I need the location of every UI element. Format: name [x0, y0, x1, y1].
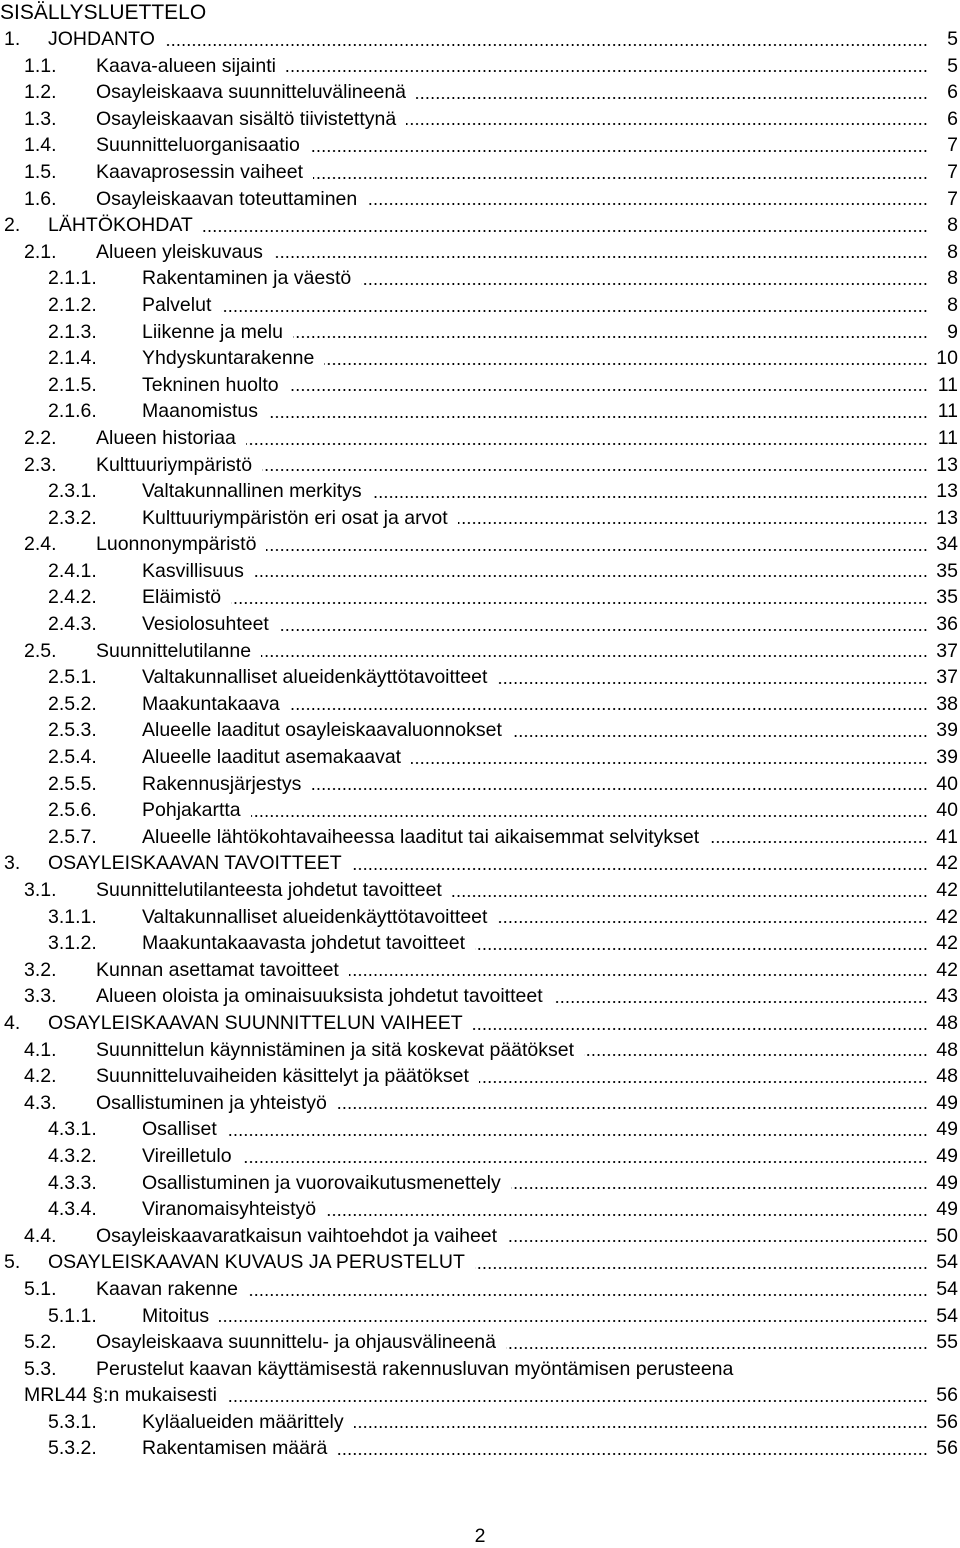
- toc-entry[interactable]: [0, 797, 958, 824]
- toc-entry-title: Eläimistö: [142, 586, 222, 609]
- toc-entry[interactable]: [0, 930, 958, 957]
- toc-entry-title: LÄHTÖKOHDAT: [48, 214, 193, 237]
- toc-entry-page: 8: [947, 240, 958, 263]
- toc-entry[interactable]: [0, 1010, 958, 1037]
- toc-entry[interactable]: [0, 904, 958, 931]
- dot-leader: [354, 1426, 928, 1428]
- toc-entry-page: 39: [936, 746, 958, 769]
- toc-entry-number: 2.3.2.: [48, 506, 97, 529]
- toc-entry-number: 2.5.6.: [48, 799, 97, 822]
- toc-entry[interactable]: [0, 186, 958, 213]
- dot-leader: [248, 1294, 928, 1296]
- toc-entry[interactable]: [0, 1276, 958, 1303]
- toc-entry-number: 5.1.: [24, 1277, 57, 1300]
- dot-leader: [279, 629, 928, 631]
- dot-leader: [337, 1453, 928, 1455]
- toc-entry-number: 2.4.2.: [48, 586, 97, 609]
- toc-entry-page: 48: [936, 1065, 958, 1088]
- toc-entry[interactable]: [0, 983, 958, 1010]
- toc-entry[interactable]: [0, 452, 958, 479]
- toc-entry[interactable]: [0, 771, 958, 798]
- toc-entry[interactable]: [0, 26, 958, 53]
- toc-entry-page: 7: [947, 134, 958, 157]
- dot-leader: [262, 469, 928, 471]
- toc-entry-page: 56: [936, 1410, 958, 1433]
- toc-entry[interactable]: [0, 957, 958, 984]
- toc-entry-title: Valtakunnallinen merkitys: [142, 480, 362, 503]
- dot-leader: [337, 1107, 928, 1109]
- toc-heading: SISÄLLYSLUETTELO: [0, 1, 207, 24]
- toc-entry[interactable]: [0, 611, 958, 638]
- toc-entry-title: Osalliset: [142, 1118, 217, 1141]
- dot-leader: [458, 522, 928, 524]
- dot-leader: [268, 416, 928, 418]
- toc-entry[interactable]: [0, 79, 958, 106]
- toc-entry[interactable]: [0, 824, 958, 851]
- toc-entry-page: 48: [936, 1011, 958, 1034]
- toc-entry-title: Osayleiskaava suunnittelu- ja ohjausvälineenä: [96, 1331, 496, 1354]
- toc-entry-number: 5.3.: [24, 1357, 57, 1380]
- toc-entry[interactable]: [0, 1356, 958, 1409]
- toc-entry-number: 2.5.3.: [48, 719, 97, 742]
- toc-entry-title: Kunnan asettamat tavoitteet: [96, 958, 339, 981]
- dot-leader: [310, 150, 928, 152]
- toc-entry-number: 4.1.: [24, 1038, 57, 1061]
- dot-leader: [416, 97, 928, 99]
- dot-leader: [165, 44, 928, 46]
- toc-entry-number: 4.2.: [24, 1065, 57, 1088]
- toc-entry-number: 5.2.: [24, 1331, 57, 1354]
- toc-entry-title: Kaava-alueen sijainti: [96, 54, 276, 77]
- toc-entry-page: 6: [947, 107, 958, 130]
- toc-entry-title: OSAYLEISKAAVAN SUUNNITTELUN VAIHEET: [48, 1011, 463, 1034]
- toc-entry-number: 3.1.2.: [48, 932, 97, 955]
- toc-entry-page: 35: [936, 559, 958, 582]
- toc-entry-title: Kaavaprosessin vaiheet: [96, 160, 304, 183]
- dot-leader: [313, 177, 928, 179]
- toc-entry-page: 42: [936, 932, 958, 955]
- toc-entry-page: 9: [947, 320, 958, 343]
- toc-entry-page: 56: [936, 1384, 958, 1407]
- toc-entry-title: Vireilletulo: [142, 1144, 232, 1167]
- toc-entry-title: OSAYLEISKAAVAN TAVOITTEET: [48, 852, 342, 875]
- toc-entry-title: OSAYLEISKAAVAN KUVAUS JA PERUSTELUT: [48, 1251, 465, 1274]
- toc-entry[interactable]: [0, 744, 958, 771]
- toc-entry[interactable]: [0, 691, 958, 718]
- dot-leader: [203, 230, 928, 232]
- toc-entry-page: 5: [947, 28, 958, 50]
- toc-entry-page: 40: [936, 799, 958, 822]
- toc-entry-title: Alueen yleiskuvaus: [96, 240, 263, 263]
- toc-entry-page: 11: [937, 426, 958, 449]
- toc-entry[interactable]: [0, 239, 958, 266]
- toc-entry-number: 4.4.: [24, 1224, 57, 1247]
- dot-leader: [261, 655, 928, 657]
- toc-entry-page: 55: [936, 1331, 958, 1354]
- toc-entry-page: 11: [937, 400, 958, 423]
- toc-entry-number: 1.4.: [24, 134, 57, 157]
- toc-entry-page: 8: [947, 293, 958, 316]
- toc-entry-number: 2.5.5.: [48, 772, 97, 795]
- toc-entry[interactable]: [0, 398, 958, 425]
- toc-entry-page: 56: [936, 1437, 958, 1460]
- dot-leader: [475, 1267, 928, 1269]
- toc-entry-number: 2.3.1.: [48, 480, 97, 503]
- toc-entry[interactable]: [0, 372, 958, 399]
- toc-entry[interactable]: [0, 1063, 958, 1090]
- toc-entry[interactable]: [0, 319, 958, 346]
- toc-entry-title: Valtakunnalliset alueidenkäyttötavoitteet: [142, 666, 488, 689]
- dot-leader: [293, 336, 928, 338]
- toc-entry[interactable]: [0, 132, 958, 159]
- toc-entry-title: Mitoitus: [142, 1304, 210, 1327]
- toc-entry[interactable]: [0, 717, 958, 744]
- toc-entry-number: 4.3.2.: [48, 1144, 97, 1167]
- toc-entry-number: 2.2.: [24, 426, 57, 449]
- dot-leader: [290, 708, 928, 710]
- toc-entry-page: 36: [936, 613, 958, 636]
- toc-entry-page: 42: [936, 905, 958, 928]
- toc-entry-title: Osayleiskaavan sisältö tiivistettynä: [96, 107, 397, 130]
- toc-entry-title: Alueelle lähtökohtavaiheessa laaditut tai aikaisemmat selvitykset: [142, 825, 700, 848]
- dot-leader: [512, 735, 928, 737]
- toc-entry-title-continued: MRL44 §:n mukaisesti: [24, 1384, 217, 1407]
- toc-entry-title: Osallistuminen ja yhteistyö: [96, 1091, 327, 1114]
- toc-entry[interactable]: [0, 1249, 958, 1276]
- dot-leader: [475, 948, 928, 950]
- toc-entry-page: 42: [936, 852, 958, 875]
- dot-leader: [497, 682, 928, 684]
- toc-entry-page: 7: [947, 187, 958, 210]
- toc-entry-number: 2.5.2.: [48, 692, 97, 715]
- toc-entry-number: 1.6.: [24, 187, 57, 210]
- toc-entry-page: 35: [936, 586, 958, 609]
- toc-entry[interactable]: [0, 1170, 958, 1197]
- dot-leader: [709, 841, 928, 843]
- toc-entry[interactable]: [0, 1329, 958, 1356]
- toc-entry-title: Valtakunnalliset alueidenkäyttötavoitteet: [142, 905, 488, 928]
- dot-leader: [506, 1347, 928, 1349]
- toc-entry-number: 5.3.1.: [48, 1410, 97, 1433]
- toc-entry[interactable]: [0, 505, 958, 532]
- toc-entry-title: Maanomistus: [142, 400, 258, 423]
- dot-leader: [254, 575, 928, 577]
- toc-entry-number: 2.4.: [24, 533, 57, 556]
- dot-leader: [511, 1187, 928, 1189]
- toc-entry-title: Osayleiskaavan toteuttaminen: [96, 187, 358, 210]
- toc-entry-number: 2.1.4.: [48, 347, 97, 370]
- toc-entry-number: 2.1.2.: [48, 293, 97, 316]
- dot-leader: [311, 788, 928, 790]
- toc-entry-page: 48: [936, 1038, 958, 1061]
- toc-entry-number: 1.3.: [24, 107, 57, 130]
- toc-entry-page: 49: [936, 1118, 958, 1141]
- dot-leader: [286, 70, 928, 72]
- toc-entry-page: 41: [936, 825, 958, 848]
- toc-entry-page: 13: [936, 506, 958, 529]
- toc-entry-number: 2.5.7.: [48, 825, 97, 848]
- toc-entry-page: 54: [936, 1304, 958, 1327]
- dot-leader: [497, 921, 928, 923]
- toc-entry-page: 11: [937, 373, 958, 396]
- page-number: 2: [474, 1525, 486, 1547]
- toc-entry-title: JOHDANTO: [48, 28, 155, 50]
- dot-leader: [553, 1001, 928, 1003]
- toc-entry-title: Suunnittelutilanne: [96, 639, 252, 662]
- toc-entry-title: Kaavan rakenne: [96, 1277, 239, 1300]
- toc-entry[interactable]: [0, 850, 958, 877]
- toc-entry-number: 2.3.: [24, 453, 57, 476]
- toc-entry-page: 42: [936, 879, 958, 901]
- toc-entry-page: 54: [936, 1277, 958, 1300]
- dot-leader: [219, 1320, 928, 1322]
- toc-entry[interactable]: [0, 212, 958, 239]
- toc-entry[interactable]: [0, 1223, 958, 1250]
- toc-entry-number: 1.: [4, 28, 21, 50]
- toc-entry-page: 7: [947, 160, 958, 183]
- toc-entry-page: 6: [947, 81, 958, 104]
- toc-entry-number: 4.3.4.: [48, 1198, 97, 1221]
- toc-entry-title: Vesiolosuhteet: [142, 613, 269, 636]
- toc-entry-page: 13: [936, 453, 958, 476]
- toc-entry-number: 3.: [4, 852, 21, 875]
- toc-entry-number: 2.4.1.: [48, 559, 97, 582]
- toc-entry-number: 5.: [4, 1251, 21, 1274]
- toc-entry-title: Rakentamisen määrä: [142, 1437, 328, 1460]
- dot-leader: [473, 1028, 928, 1030]
- toc-entry-title: Rakennusjärjestys: [142, 772, 302, 795]
- toc-entry-page: 40: [936, 772, 958, 795]
- toc-entry-title: Suunnitteluorganisaatio: [96, 134, 300, 157]
- dot-leader: [227, 1134, 928, 1136]
- toc-entry-page: 49: [936, 1198, 958, 1221]
- toc-entry-page: 34: [936, 533, 958, 556]
- toc-entry[interactable]: [0, 1409, 958, 1436]
- dot-leader: [289, 389, 928, 391]
- dot-leader: [372, 496, 928, 498]
- toc-entry-number: 4.3.1.: [48, 1118, 97, 1141]
- toc-entry-number: 2.1.1.: [48, 267, 97, 290]
- toc-entry-title: Alueen oloista ja ominaisuuksista johdetut tavoitteet: [96, 985, 543, 1008]
- toc-entry-title: Osallistuminen ja vuorovaikutusmenettely: [142, 1171, 501, 1194]
- toc-entry-number: 1.2.: [24, 81, 57, 104]
- toc-entry[interactable]: [0, 265, 958, 292]
- toc-entry-title: Osayleiskaavaratkaisun vaihtoehdot ja vaiheet: [96, 1224, 498, 1247]
- toc-entry[interactable]: [0, 1143, 958, 1170]
- toc-entry[interactable]: [0, 478, 958, 505]
- toc-entry-title: Pohjakartta: [142, 799, 241, 822]
- toc-entry-number: 2.5.4.: [48, 746, 97, 769]
- toc-entry[interactable]: [0, 159, 958, 186]
- toc-entry[interactable]: [0, 558, 958, 585]
- toc-entry-page: 37: [936, 666, 958, 689]
- toc-entry[interactable]: [0, 664, 958, 691]
- dot-leader: [361, 283, 928, 285]
- toc-entry[interactable]: [0, 53, 958, 80]
- toc-entry[interactable]: [0, 531, 958, 558]
- toc-entry[interactable]: [0, 1435, 958, 1462]
- toc-entry-title: Liikenne ja melu: [142, 320, 283, 343]
- toc-entry-number: 1.5.: [24, 160, 57, 183]
- dot-leader: [231, 602, 928, 604]
- toc-entry-page: 54: [936, 1251, 958, 1274]
- toc-entry-number: 2.4.3.: [48, 613, 97, 636]
- dot-leader: [266, 549, 928, 551]
- toc-entry-title: Alueen historiaa: [96, 426, 236, 449]
- toc-entry-number: 3.1.: [24, 879, 57, 901]
- toc-entry[interactable]: [0, 292, 958, 319]
- toc-entry-title: Tekninen huolto: [142, 373, 279, 396]
- toc-entry-number: 2.1.5.: [48, 373, 97, 396]
- toc-entry-number: 5.3.2.: [48, 1437, 97, 1460]
- toc-entry[interactable]: [0, 638, 958, 665]
- dot-leader: [326, 1214, 928, 1216]
- dot-leader: [584, 1054, 928, 1056]
- toc-entry-title: Luonnonympäristö: [96, 533, 257, 556]
- toc-entry-page: 49: [936, 1171, 958, 1194]
- toc-entry-page: 43: [936, 985, 958, 1008]
- toc-entry[interactable]: [0, 1303, 958, 1330]
- toc-entry-number: 2.1.6.: [48, 400, 97, 423]
- dot-leader: [242, 1161, 928, 1163]
- toc-entry-title: Viranomaisyhteistyö: [142, 1198, 317, 1221]
- dot-leader: [406, 123, 928, 125]
- toc-entry-title: Maakuntakaavasta johdetut tavoitteet: [142, 932, 466, 955]
- toc-entry-number: 2.5.1.: [48, 666, 97, 689]
- toc-entry-title: Maakuntakaava: [142, 692, 280, 715]
- toc-entry[interactable]: [0, 584, 958, 611]
- toc-entry-title: Palvelut: [142, 293, 212, 316]
- dot-leader: [411, 762, 928, 764]
- toc-entry-page: 10: [936, 347, 958, 370]
- dot-leader: [273, 256, 928, 258]
- toc-entry-number: 2.1.3.: [48, 320, 97, 343]
- dot-leader: [227, 1400, 928, 1402]
- toc-entry-title: Alueelle laaditut osayleiskaavaluonnokset: [142, 719, 502, 742]
- toc-entry-page: 8: [947, 267, 958, 290]
- dot-leader: [507, 1240, 928, 1242]
- toc-entry[interactable]: [0, 1196, 958, 1223]
- toc-entry-title: Kasvillisuus: [142, 559, 244, 582]
- toc-entry-number: 3.1.1.: [48, 905, 97, 928]
- toc-entry-number: 4.: [4, 1011, 21, 1034]
- toc-entry-page: 38: [936, 692, 958, 715]
- dot-leader: [352, 868, 928, 870]
- toc-entry-page: 37: [936, 639, 958, 662]
- dot-leader: [324, 363, 928, 365]
- toc-entry[interactable]: [0, 1037, 958, 1064]
- toc-entry-page: 49: [936, 1091, 958, 1114]
- toc-entry-title: Kulttuuriympäristön eri osat ja arvot: [142, 506, 448, 529]
- toc-entry-number: 3.2.: [24, 958, 57, 981]
- toc-entry-number: 3.3.: [24, 985, 57, 1008]
- toc-entry-title: Suunnittelun käynnistäminen ja sitä koskevat päätökset: [96, 1038, 575, 1061]
- dot-leader: [251, 815, 928, 817]
- toc-entry-page: 39: [936, 719, 958, 742]
- table-of-contents: [0, 26, 960, 1462]
- toc-entry-title: Yhdyskuntarakenne: [142, 347, 315, 370]
- toc-entry-title: Alueelle laaditut asemakaavat: [142, 746, 402, 769]
- toc-entry-page: 5: [947, 54, 958, 77]
- dot-leader: [349, 974, 928, 976]
- toc-entry-title: Perustelut kaavan käyttämisestä rakennusluvan myöntämisen perusteena: [96, 1357, 734, 1380]
- toc-entry-number: 1.1.: [24, 54, 57, 77]
- toc-entry-title: Rakentaminen ja väestö: [142, 267, 352, 290]
- toc-entry-number: 2.5.: [24, 639, 57, 662]
- dot-leader: [221, 310, 928, 312]
- toc-entry-page: 50: [936, 1224, 958, 1247]
- toc-entry-title: Suunnittelutilanteesta johdetut tavoitteet: [96, 879, 442, 901]
- toc-entry[interactable]: [0, 345, 958, 372]
- toc-entry-number: 4.3.3.: [48, 1171, 97, 1194]
- toc-entry-title: Osayleiskaava suunnitteluvälineenä: [96, 81, 407, 104]
- dot-leader: [452, 895, 928, 897]
- toc-entry-page: 8: [947, 214, 958, 237]
- toc-entry-number: 5.1.1.: [48, 1304, 97, 1327]
- dot-leader: [367, 203, 928, 205]
- toc-entry-number: 2.1.: [24, 240, 57, 263]
- toc-entry[interactable]: [0, 877, 958, 904]
- dot-leader: [479, 1081, 928, 1083]
- toc-entry-title: Suunnitteluvaiheiden käsittelyt ja päätökset: [96, 1065, 469, 1088]
- toc-entry[interactable]: [0, 1090, 958, 1117]
- toc-entry-page: 13: [936, 480, 958, 503]
- toc-entry-page: 49: [936, 1144, 958, 1167]
- toc-entry-page: 42: [936, 958, 958, 981]
- toc-entry-number: 4.3.: [24, 1091, 57, 1114]
- toc-entry[interactable]: [0, 106, 958, 133]
- toc-entry-title: Kulttuuriympäristö: [96, 453, 253, 476]
- toc-entry[interactable]: [0, 425, 958, 452]
- toc-entry-number: 2.: [4, 214, 21, 237]
- dot-leader: [246, 443, 928, 445]
- toc-entry[interactable]: [0, 1116, 958, 1143]
- toc-entry-title: Kyläalueiden määrittely: [142, 1410, 344, 1433]
